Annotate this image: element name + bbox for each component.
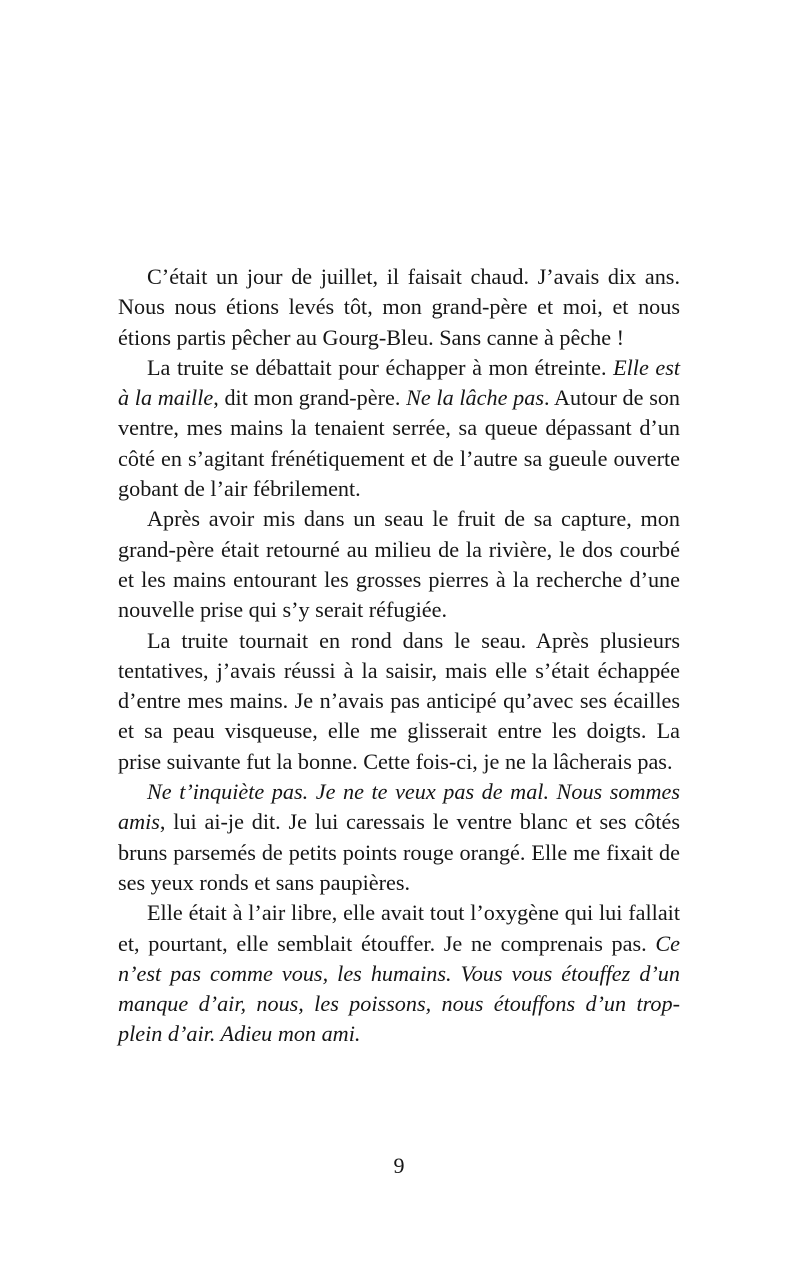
paragraph <box>118 353 680 504</box>
italic-text-segment: Ce n’est pas comme vous, les humains. Vous vous étouffez d’un manque d’air, nous, les poissons, nous étouffons d’un trop-plein d’air. Adieu mon ami. <box>118 930 680 1047</box>
paragraph <box>118 898 680 1049</box>
paragraph <box>118 262 680 353</box>
text-segment: La truite tournait en rond dans le seau. Après plusieurs tentatives, j’avais réussi à la saisir, mais elle s’était échappée d’entre mes mains. Je n’avais pas anticipé qu’avec ses écailles et sa peau visqueuse, elle me glisserait entre les doigts. La prise suivante fut la bonne. Cette fois-ci, je ne la lâcherais pas. <box>118 627 680 774</box>
page-body <box>118 262 680 1050</box>
text-segment: Après avoir mis dans un seau le fruit de sa capture, mon grand-père était retourné au milieu de la rivière, le dos courbé et les mains entourant les grosses pierres à la recherche d’une nouvelle prise qui s’y serait réfugiée. <box>118 506 680 623</box>
italic-text-segment: Elle est à la maille <box>118 354 680 411</box>
text-segment: C’était un jour de juillet, il faisait chaud. J’avais dix ans. Nous nous étions levés tôt, mon grand-père et moi, et nous étions partis pêcher au Gourg-Bleu. Sans canne à pêche ! <box>118 264 680 350</box>
text-segment: , dit mon grand-père. <box>213 385 407 411</box>
paragraph <box>118 626 680 777</box>
text-segment: Elle était à l’air libre, elle avait tout l’oxygène qui lui fallait et, pourtant, elle semblait étouffer. Je ne comprenais pas. <box>118 900 680 956</box>
paragraph <box>118 504 680 625</box>
text-segment: La truite se débattait pour échapper à mon étreinte. <box>147 354 614 380</box>
italic-text-segment: Ne la lâche pas <box>406 385 544 411</box>
page-number: 9 <box>393 1153 405 1178</box>
text-segment: . Autour de son ventre, mes mains la tenaient serrée, sa queue dépassant d’un côté en s’agitant frénétiquement et de l’autre sa gueule ouverte gobant de l’air fébrilement. <box>118 385 681 502</box>
italic-text-segment: Ne t’inquiète pas. Je ne te veux pas de mal. Nous sommes amis <box>118 779 680 835</box>
text-segment: , lui ai-je dit. Je lui caressais le ventre blanc et ses côtés bruns parsemés de petits points rouge orangé. Elle me fixait de ses yeux ronds et sans paupières. <box>118 809 680 895</box>
paragraph <box>118 777 680 898</box>
